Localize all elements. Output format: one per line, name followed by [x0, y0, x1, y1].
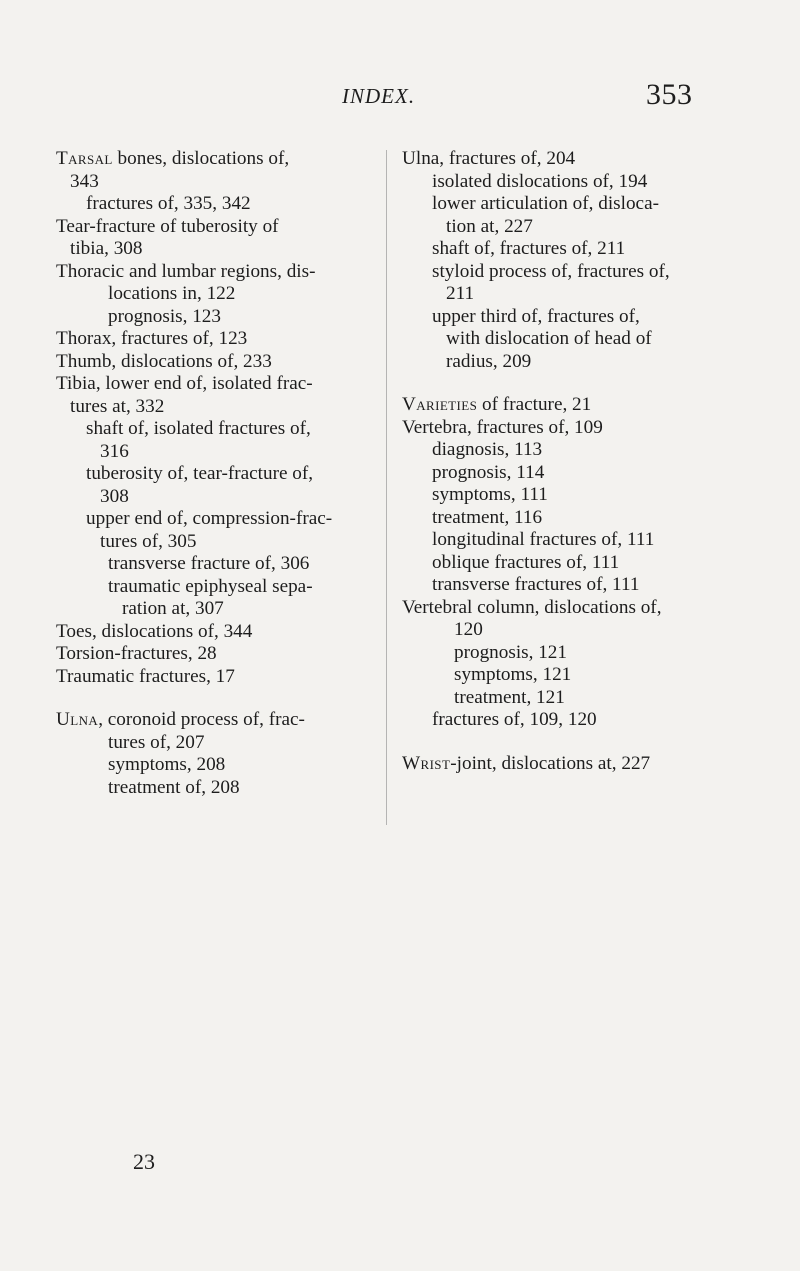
entry-heading: traumatic epiphyseal sepa- — [108, 575, 313, 597]
entry-heading: Vertebra, fractures of, 109 — [402, 416, 603, 438]
entry-heading: isolated dislocations of, 194 — [432, 170, 648, 192]
entry-heading — [56, 709, 305, 730]
index-column-right — [402, 148, 742, 775]
entry-continuation: with dislocation of head of — [446, 328, 652, 349]
page-number: 353 — [646, 78, 693, 111]
entry-heading: fractures of, 335, 342 — [86, 193, 251, 214]
index-entry — [402, 261, 742, 306]
entry-heading: upper end of, compression-frac- — [86, 508, 333, 529]
index-entry — [56, 351, 376, 374]
entry-continuation: tures of, 207 — [108, 731, 205, 753]
index-entry — [56, 328, 376, 351]
entry-heading: Tibia, lower end of, isolated frac- — [56, 373, 313, 394]
index-entry — [402, 574, 742, 597]
entry-heading: Ulna, fractures of, 204 — [402, 148, 576, 169]
index-entry — [402, 507, 742, 530]
index-entry — [402, 642, 742, 665]
index-entry — [56, 193, 376, 216]
signature-mark: 23 — [133, 1149, 155, 1174]
entry-continuation: 316 — [100, 440, 129, 462]
index-entry — [56, 463, 376, 508]
index-entry — [56, 306, 376, 329]
entry-continuation: locations in, 122 — [108, 283, 236, 304]
entry-heading: lower articulation of, disloca- — [432, 193, 659, 214]
entry-heading: transverse fracture of, 306 — [108, 553, 310, 574]
entry-heading: shaft of, fractures of, 211 — [432, 238, 626, 259]
running-head — [0, 78, 800, 118]
entry-heading: treatment of, 208 — [108, 776, 240, 798]
entry-continuation: 343 — [70, 170, 99, 192]
entry-heading: treatment, 116 — [432, 506, 543, 528]
entry-heading: Tear-fracture of tuberosity of — [56, 215, 279, 237]
entry-lead-word: Tarsal — [56, 148, 113, 169]
section-gap — [402, 373, 742, 394]
index-entry — [402, 709, 742, 732]
entry-continuation: 211 — [446, 283, 475, 304]
entry-heading: prognosis, 123 — [108, 305, 221, 327]
index-entry — [56, 709, 376, 754]
entry-heading: styloid process of, fractures of, — [432, 260, 670, 282]
entry-lead-word: Wrist — [402, 752, 451, 774]
entry-heading: fractures of, 109, 120 — [432, 709, 597, 730]
index-entry — [56, 754, 376, 777]
entry-heading: longitudinal fractures of, 111 — [432, 529, 655, 550]
index-entry — [56, 666, 376, 689]
entry-heading: Torsion-fractures, 28 — [56, 643, 217, 664]
entry-heading — [402, 753, 650, 774]
index-entry — [56, 621, 376, 644]
section-gap — [402, 732, 742, 753]
index-entry — [56, 553, 376, 576]
entry-heading — [402, 394, 591, 415]
entry-heading: symptoms, 111 — [432, 484, 548, 505]
index-entry — [402, 394, 742, 417]
entry-heading: prognosis, 121 — [454, 641, 567, 663]
index-entry — [402, 417, 742, 440]
column-divider — [386, 150, 387, 825]
entry-heading — [56, 148, 289, 169]
entry-continuation: tures at, 332 — [70, 395, 165, 417]
entry-continuation: 120 — [454, 619, 483, 640]
index-entry — [402, 552, 742, 575]
index-entry — [402, 597, 742, 642]
entry-continuation: radius, 209 — [446, 350, 532, 372]
entry-heading: tuberosity of, tear-fracture of, — [86, 463, 314, 484]
entry-heading: oblique fractures of, 111 — [432, 551, 620, 573]
index-entry — [402, 439, 742, 462]
index-entry — [402, 484, 742, 507]
entry-heading: symptoms, 208 — [108, 754, 226, 775]
entry-heading: treatment, 121 — [454, 686, 565, 708]
entry-lead-rest: , coronoid process of, frac- — [98, 709, 305, 730]
entry-heading: Toes, dislocations of, 344 — [56, 620, 253, 642]
entry-lead-rest: -joint, dislocations at, 227 — [450, 752, 651, 774]
index-entry — [402, 148, 742, 171]
entry-heading: upper third of, fractures of, — [432, 305, 640, 327]
index-entry — [56, 261, 376, 306]
index-entry — [56, 777, 376, 800]
entry-heading: Thoracic and lumbar regions, dis- — [56, 260, 316, 282]
entry-heading: Thorax, fractures of, 123 — [56, 328, 248, 349]
entry-continuation: tures of, 305 — [100, 530, 197, 552]
entry-heading: Vertebral column, dislocations of, — [402, 596, 662, 618]
index-entry — [402, 306, 742, 374]
index-entry — [402, 462, 742, 485]
entry-lead-word: Ulna — [56, 709, 99, 730]
index-entry — [56, 576, 376, 621]
entry-heading: Traumatic fractures, 17 — [56, 665, 235, 687]
entry-lead-rest: of fracture, 21 — [477, 394, 592, 415]
entry-heading: Thumb, dislocations of, 233 — [56, 350, 272, 372]
entry-heading: transverse fractures of, 111 — [432, 574, 640, 595]
index-entry — [56, 508, 376, 553]
section-gap — [56, 688, 376, 709]
index-entry — [402, 753, 742, 776]
entry-continuation: tion at, 227 — [446, 215, 533, 237]
index-entry — [56, 373, 376, 418]
index-entry — [402, 238, 742, 261]
entry-continuation: ration at, 307 — [122, 598, 224, 619]
index-entry — [56, 418, 376, 463]
index-entry — [56, 148, 376, 193]
entry-continuation: 308 — [100, 485, 129, 507]
index-entry — [402, 193, 742, 238]
entry-heading: symptoms, 121 — [454, 664, 572, 685]
index-entry — [402, 687, 742, 710]
entry-lead-word: Varieties — [402, 394, 478, 415]
running-title: INDEX. — [342, 84, 416, 108]
entry-continuation: tibia, 308 — [70, 238, 143, 259]
entry-heading: shaft of, isolated fractures of, — [86, 418, 311, 439]
index-entry — [402, 664, 742, 687]
entry-heading: diagnosis, 113 — [432, 439, 543, 460]
entry-heading: prognosis, 114 — [432, 461, 545, 483]
index-entry — [402, 529, 742, 552]
entry-lead-rest: bones, dislocations of, — [112, 148, 290, 169]
index-column-left — [56, 148, 376, 799]
index-entry — [402, 171, 742, 194]
index-entry — [56, 643, 376, 666]
index-entry — [56, 216, 376, 261]
